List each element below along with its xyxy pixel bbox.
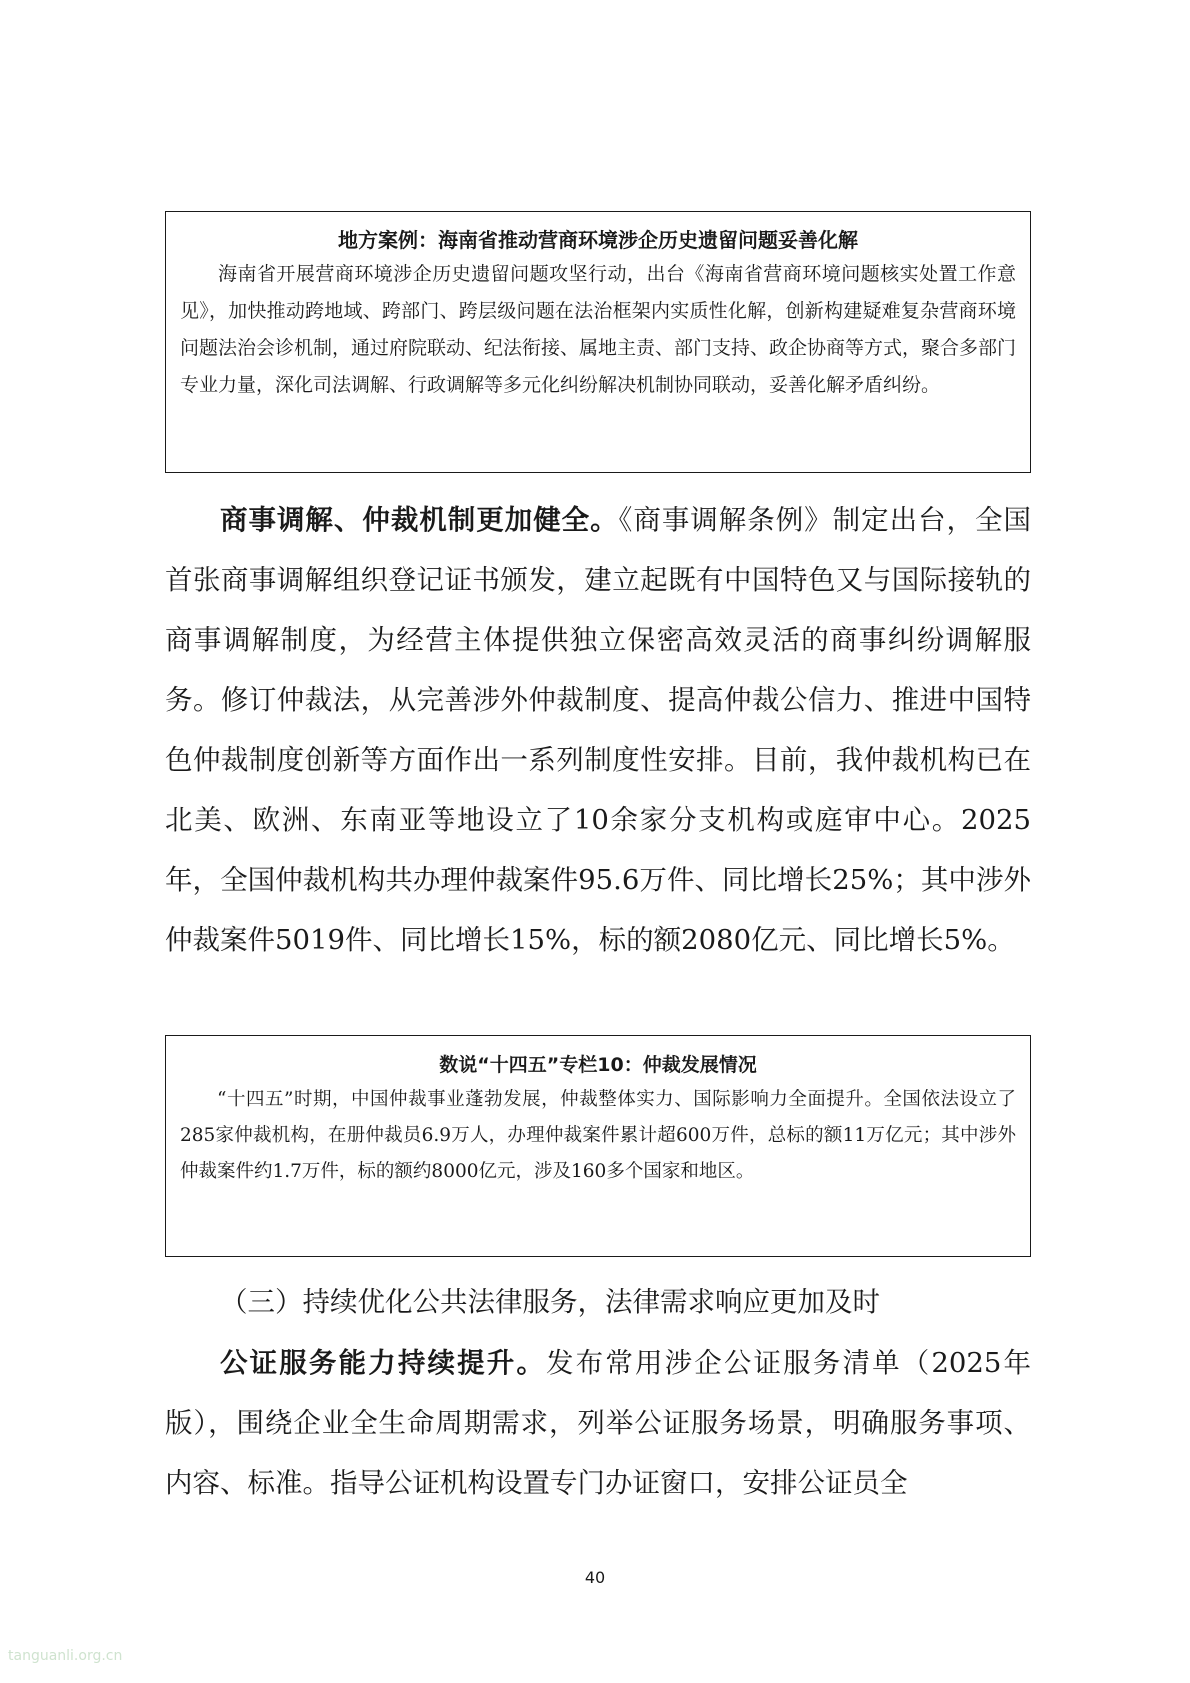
stats-box-body: “十四五”时期，中国仲裁事业蓬勃发展，仲裁整体实力、国际影响力全面提升。全国依法设立了285家仲裁机构，在册仲裁员6.9万人，办理仲裁案件累计超600万件，总标的额11万亿元；其中涉外仲裁案件约1.7万件，标的额约8000亿元，涉及160多个国家和地区。 (180, 1089, 1016, 1182)
paragraph-notary-services (165, 1333, 1031, 1513)
paragraph-lead: 公证服务能力持续提升。 (220, 1347, 547, 1379)
paragraph-text: 《商事调解条例》制定出台，全国首张商事调解组织登记证书颁发，建立起既有中国特色又与国际接轨的商事调解制度，为经营主体提供独立保密高效灵活的商事纠纷调解服务。修订仲裁法，从完善涉外仲裁制度、提高仲裁公信力、推进中国特色仲裁制度创新等方面作出一系列制度性安排。目前，我仲裁机构已在北美、欧洲、东南亚等地设立了10余家分支机构或庭审中心。2025年，全国仲裁机构共办理仲裁案件95.6万件、同比增长25%；其中涉外仲裁案件5019件、同比增长15%，标的额2080亿元、同比增长5%。 (165, 504, 1031, 956)
section-heading: （三）持续优化公共法律服务，法律需求响应更加及时 (220, 1286, 880, 1318)
stats-column-box (165, 1035, 1031, 1257)
page-number: 40 (584, 1568, 606, 1587)
paragraph-text: 发布常用涉企公证服务清单（2025年版），围绕企业全生命周期需求，列举公证服务场景，明确服务事项、内容、标准。指导公证机构设置专门办证窗口，安排公证员全 (165, 1347, 1031, 1499)
case-box-body: 海南省开展营商环境涉企历史遗留问题攻坚行动，出台《海南省营商环境问题核实处置工作意见》，加快推动跨地域、跨部门、跨层级问题在法治框架内实质性化解，创新构建疑难复杂营商环境问题法治会诊机制，通过府院联动、纪法衔接、属地主责、部门支持、政企协商等方式，聚合多部门专业力量，深化司法调解、行政调解等多元化纠纷解决机制协同联动，妥善化解矛盾纠纷。 (180, 263, 1017, 396)
paragraph-mediation-arbitration (165, 490, 1031, 970)
case-box-title: 地方案例：海南省推动营商环境涉企历史遗留问题妥善化解 (338, 228, 858, 252)
local-case-box (165, 211, 1031, 473)
paragraph-lead: 商事调解、仲裁机制更加健全。 (220, 504, 619, 536)
watermark: tanguanli.org.cn (8, 1648, 123, 1664)
stats-box-title: 数说“十四五”专栏10：仲裁发展情况 (439, 1054, 757, 1076)
